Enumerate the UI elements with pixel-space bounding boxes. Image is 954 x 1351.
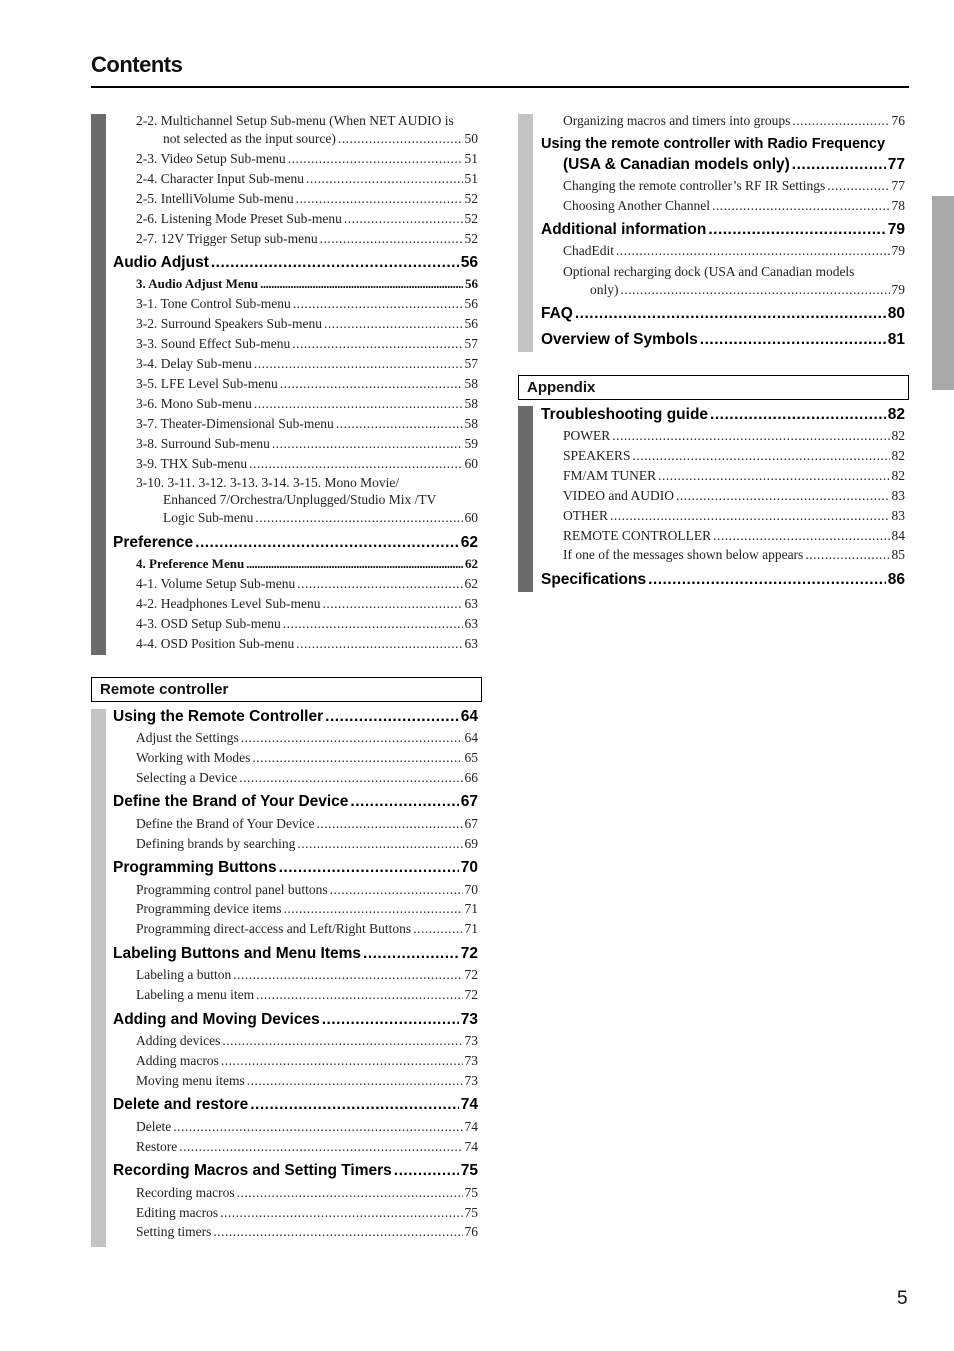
toc-entry-page: 63 xyxy=(464,616,478,631)
toc-heading xyxy=(541,221,905,239)
toc-entry-label: only) xyxy=(590,282,619,297)
toc-entry-label: Defining brands by searching xyxy=(136,836,296,851)
toc-heading-label: Specifications xyxy=(541,571,647,588)
toc-entry-page: 79 xyxy=(891,282,905,297)
toc-entry xyxy=(136,191,478,207)
toc-entry-page: 73 xyxy=(464,1033,478,1048)
toc-entry-label: 2-6. Listening Mode Preset Sub-menu xyxy=(136,211,342,226)
toc-entry xyxy=(163,131,478,147)
dot-leader xyxy=(413,921,462,937)
dot-leader xyxy=(616,243,890,259)
toc-entry xyxy=(136,296,478,312)
toc-entry-page: 58 xyxy=(464,416,478,431)
toc-entry-page: 78 xyxy=(891,198,905,213)
dot-leader xyxy=(296,636,462,652)
dot-leader xyxy=(288,151,463,167)
toc-entry-page: 50 xyxy=(464,131,478,146)
page-title: Contents xyxy=(91,52,183,77)
toc-entry xyxy=(136,921,478,937)
dot-leader xyxy=(363,945,459,963)
toc-entry-label: Moving menu items xyxy=(136,1073,245,1088)
dot-leader xyxy=(211,254,459,272)
toc-entry-page: 73 xyxy=(464,1053,478,1068)
toc-heading-page: 82 xyxy=(887,406,905,423)
dot-leader xyxy=(292,336,462,352)
toc-heading xyxy=(113,708,478,726)
toc-entry-line: 3-10. 3-11. 3-12. 3-13. 3-14. 3-15. Mono Movie/ xyxy=(136,475,400,490)
dot-leader xyxy=(338,131,463,147)
toc-entry xyxy=(136,211,478,227)
toc-entry-page: 82 xyxy=(891,428,905,443)
toc-entry-page: 75 xyxy=(464,1205,478,1220)
dot-leader xyxy=(241,730,463,746)
toc-entry-line: Optional recharging dock (USA and Canadian models xyxy=(563,264,855,279)
toc-entry-page: 64 xyxy=(464,730,478,745)
toc-entry-page: 62 xyxy=(464,576,478,591)
toc-entry xyxy=(590,282,905,298)
toc-heading-label: Adding and Moving Devices xyxy=(113,1011,320,1028)
toc-heading-page: 80 xyxy=(887,305,905,322)
title-rule xyxy=(91,86,909,88)
toc-entry-label: Recording macros xyxy=(136,1185,235,1200)
toc-heading-label: Additional information xyxy=(541,221,707,238)
toc-menu-entry-label: 4. Preference Menu xyxy=(136,556,245,571)
dot-leader xyxy=(255,510,462,526)
dot-leader xyxy=(222,1033,462,1049)
toc-entry xyxy=(136,987,478,1003)
dot-leader xyxy=(280,376,463,392)
toc-entry-page: 74 xyxy=(464,1139,478,1154)
toc-heading xyxy=(113,534,478,552)
toc-entry xyxy=(136,1119,478,1135)
toc-heading-page: 79 xyxy=(887,221,905,238)
toc-entry-page: 70 xyxy=(464,882,478,897)
dot-leader xyxy=(237,1185,463,1201)
toc-entry-page: 58 xyxy=(464,396,478,411)
toc-entry xyxy=(563,528,905,544)
page-number: 5 xyxy=(897,1288,908,1309)
toc-entry-label: Working with Modes xyxy=(136,750,251,765)
dot-leader xyxy=(633,448,890,464)
dot-leader xyxy=(324,316,463,332)
toc-heading xyxy=(113,1096,478,1114)
toc-entry-page: 74 xyxy=(464,1119,478,1134)
dot-leader xyxy=(316,816,462,832)
dot-leader xyxy=(575,305,886,323)
toc-entry-page: 76 xyxy=(464,1224,478,1239)
dot-leader xyxy=(283,616,463,632)
dot-leader xyxy=(249,456,462,472)
appendix-section-header: Appendix xyxy=(518,375,909,400)
toc-entry xyxy=(136,901,478,917)
dot-leader xyxy=(260,276,463,292)
toc-entry-label: Adding macros xyxy=(136,1053,219,1068)
toc-entry-label: 2-4. Character Input Sub-menu xyxy=(136,171,304,186)
toc-entry xyxy=(563,468,905,484)
toc-entry-page: 71 xyxy=(464,921,478,936)
toc-entry-page: 59 xyxy=(464,436,478,451)
toc-entry xyxy=(563,428,905,444)
dot-leader xyxy=(306,171,463,187)
toc-heading xyxy=(541,305,905,323)
toc-entry-label: SPEAKERS xyxy=(563,448,631,463)
dot-leader xyxy=(350,793,458,811)
toc-entry-label: 3-5. LFE Level Sub-menu xyxy=(136,376,278,391)
toc-entry-label: FM/AM TUNER xyxy=(563,468,657,483)
toc-entry-label: 4-1. Volume Setup Sub-menu xyxy=(136,576,296,591)
toc-entry xyxy=(563,113,905,129)
toc-entry xyxy=(563,508,905,524)
toc-heading-page: 74 xyxy=(460,1096,478,1113)
dot-leader xyxy=(394,1162,459,1180)
toc-entry-label: If one of the messages shown below appears xyxy=(563,547,804,562)
toc-entry-page: 82 xyxy=(891,448,905,463)
dot-leader xyxy=(792,113,889,129)
toc-entry xyxy=(136,1205,478,1221)
toc-entry-label: REMOTE CONTROLLER xyxy=(563,528,712,543)
toc-heading-label: Delete and restore xyxy=(113,1096,249,1113)
toc-entry-label: 4-2. Headphones Level Sub-menu xyxy=(136,596,321,611)
toc-menu-entry-page: 62 xyxy=(465,556,478,571)
toc-entry-page: 75 xyxy=(464,1185,478,1200)
toc-entry xyxy=(563,448,905,464)
toc-entry-label: 3-9. THX Sub-menu xyxy=(136,456,248,471)
toc-entry-label: 3-6. Mono Sub-menu xyxy=(136,396,252,411)
dot-leader xyxy=(297,576,462,592)
toc-heading xyxy=(113,1162,478,1180)
toc-entry-page: 73 xyxy=(464,1073,478,1088)
toc-entry xyxy=(136,316,478,332)
toc-heading-label: Define the Brand of Your Device xyxy=(113,793,349,810)
toc-heading-page: 64 xyxy=(460,708,478,725)
toc-heading-line: Using the remote controller with Radio Frequency xyxy=(541,136,886,152)
dot-leader xyxy=(221,1053,463,1069)
dot-leader xyxy=(254,356,463,372)
toc-heading xyxy=(113,1011,478,1029)
toc-heading xyxy=(541,571,905,589)
toc-entry-label: Logic Sub-menu xyxy=(163,510,254,525)
toc-entry xyxy=(563,178,905,194)
toc-entry-label: Adjust the Settings xyxy=(136,730,239,745)
dot-leader xyxy=(648,571,886,589)
dot-leader xyxy=(272,436,463,452)
toc-entry-label: 3-7. Theater-Dimensional Sub-menu xyxy=(136,416,334,431)
dot-leader xyxy=(254,396,463,412)
dot-leader xyxy=(220,1205,462,1221)
toc-entry xyxy=(136,596,478,612)
toc-entry-page: 69 xyxy=(464,836,478,851)
toc-entry xyxy=(136,356,478,372)
toc-heading-label: Preference xyxy=(113,534,194,551)
toc-heading-page: 73 xyxy=(460,1011,478,1028)
dot-leader xyxy=(610,508,890,524)
dot-leader xyxy=(246,556,463,572)
toc-entry xyxy=(136,1033,478,1049)
toc-entry xyxy=(136,1053,478,1069)
toc-heading-label: Audio Adjust xyxy=(113,254,209,271)
toc-entry xyxy=(136,231,478,247)
toc-entry-page: 77 xyxy=(891,178,905,193)
dot-leader xyxy=(179,1139,462,1155)
toc-entry-label: 3-4. Delay Sub-menu xyxy=(136,356,252,371)
dot-leader xyxy=(297,836,462,852)
toc-entry-label: not selected as the input source) xyxy=(163,131,336,146)
toc-entry xyxy=(136,967,478,983)
toc-entry-page: 72 xyxy=(464,967,478,982)
toc-entry-label: ChadEdit xyxy=(563,243,614,258)
toc-entry-line: Enhanced 7/Orchestra/Unplugged/Studio Mix /TV xyxy=(163,492,437,507)
toc-entry-page: 72 xyxy=(464,987,478,1002)
toc-entry xyxy=(136,816,478,832)
toc-entry-line: 2-2. Multichannel Setup Sub-menu (When NET AUDIO is xyxy=(136,113,454,128)
dot-leader xyxy=(320,231,463,247)
toc-heading xyxy=(541,406,905,424)
toc-entry-page: 76 xyxy=(891,113,905,128)
toc-entry xyxy=(136,730,478,746)
toc-entry-label: Define the Brand of Your Device xyxy=(136,816,315,831)
toc-entry-label: Selecting a Device xyxy=(136,770,238,785)
toc-entry xyxy=(136,616,478,632)
toc-entry-label: Choosing Another Channel xyxy=(563,198,710,213)
toc-entry xyxy=(136,436,478,452)
toc-entry-page: 84 xyxy=(891,528,905,543)
toc-entry xyxy=(136,576,478,592)
dot-leader xyxy=(233,967,462,983)
dot-leader xyxy=(344,211,463,227)
toc-entry-label: OTHER xyxy=(563,508,608,523)
toc-entry-label: 2-5. IntelliVolume Sub-menu xyxy=(136,191,294,206)
dot-leader xyxy=(700,331,886,349)
toc-heading-page: 62 xyxy=(460,534,478,551)
toc-entry-label: 2-3. Video Setup Sub-menu xyxy=(136,151,286,166)
toc-entry xyxy=(136,1073,478,1089)
section-side-tab xyxy=(932,196,954,390)
dot-leader xyxy=(213,1224,462,1240)
toc-entry-page: 83 xyxy=(891,508,905,523)
toc-heading-label: Programming Buttons xyxy=(113,859,277,876)
dot-leader xyxy=(336,416,463,432)
toc-entry-label: Changing the remote controller’s RF IR Settings xyxy=(563,178,826,193)
toc-heading-label: (USA & Canadian models only) xyxy=(563,156,790,173)
toc-entry xyxy=(136,416,478,432)
dot-leader xyxy=(256,987,462,1003)
toc-entry-page: 79 xyxy=(891,243,905,258)
dot-leader xyxy=(710,406,886,424)
toc-entry-page: 63 xyxy=(464,596,478,611)
toc-heading-page: 77 xyxy=(887,156,905,173)
toc-entry-label: Labeling a button xyxy=(136,967,232,982)
dot-leader xyxy=(621,282,890,298)
toc-heading-page: 67 xyxy=(460,793,478,810)
toc-entry-page: 57 xyxy=(464,356,478,371)
toc-heading-label: Overview of Symbols xyxy=(541,331,698,348)
toc-entry-page: 60 xyxy=(464,456,478,471)
dot-leader xyxy=(293,296,463,312)
toc-entry-page: 66 xyxy=(464,770,478,785)
toc-entry xyxy=(136,151,478,167)
toc-entry-label: 3-2. Surround Speakers Sub-menu xyxy=(136,316,322,331)
toc-entry-page: 51 xyxy=(464,171,478,186)
dot-leader xyxy=(612,428,889,444)
dot-leader xyxy=(676,488,890,504)
toc-menu-entry-page: 56 xyxy=(465,276,478,291)
toc-heading xyxy=(113,859,478,877)
toc-entry-label: 4-3. OSD Setup Sub-menu xyxy=(136,616,281,631)
toc-entry xyxy=(563,488,905,504)
dot-leader xyxy=(712,198,890,214)
toc-menu-entry xyxy=(136,556,478,572)
toc-entry xyxy=(136,396,478,412)
dot-leader xyxy=(713,528,889,544)
toc-heading-page: 81 xyxy=(887,331,905,348)
toc-entry-page: 63 xyxy=(464,636,478,651)
toc-entry-page: 52 xyxy=(464,211,478,226)
toc-entry xyxy=(136,750,478,766)
dot-leader xyxy=(827,178,889,194)
toc-menu-entry-label: 3. Audio Adjust Menu xyxy=(136,276,259,291)
toc-entry xyxy=(136,456,478,472)
dot-leader xyxy=(708,221,885,239)
dot-leader xyxy=(658,468,889,484)
toc-entry xyxy=(136,882,478,898)
toc-heading-page: 86 xyxy=(887,571,905,588)
toc-entry xyxy=(163,510,478,526)
dot-leader xyxy=(792,156,886,174)
toc-entry-page: 58 xyxy=(464,376,478,391)
toc-menu-entry xyxy=(136,276,478,292)
toc-heading xyxy=(113,793,478,811)
toc-entry-label: Adding devices xyxy=(136,1033,221,1048)
toc-entry-page: 82 xyxy=(891,468,905,483)
dot-leader xyxy=(239,770,462,786)
toc-entry xyxy=(563,198,905,214)
dot-leader xyxy=(173,1119,462,1135)
toc-entry-page: 52 xyxy=(464,231,478,246)
toc-heading-label: Recording Macros and Setting Timers xyxy=(113,1162,392,1179)
dot-leader xyxy=(805,547,889,563)
toc-entry xyxy=(136,636,478,652)
toc-entry-page: 60 xyxy=(464,510,478,525)
toc-entry xyxy=(136,1185,478,1201)
toc-heading-page: 72 xyxy=(460,945,478,962)
dot-leader xyxy=(296,191,463,207)
dot-leader xyxy=(283,901,462,917)
toc-heading-label: Using the Remote Controller xyxy=(113,708,324,725)
toc-entry-label: 3-1. Tone Control Sub-menu xyxy=(136,296,291,311)
toc-heading xyxy=(113,254,478,272)
dot-leader xyxy=(250,1096,459,1114)
toc-entry-label: Programming control panel buttons xyxy=(136,882,328,897)
dot-leader xyxy=(330,882,463,898)
toc-entry-page: 85 xyxy=(891,547,905,562)
toc-entry-page: 52 xyxy=(464,191,478,206)
dot-leader xyxy=(322,1011,459,1029)
toc-entry xyxy=(136,770,478,786)
section-bar-dark xyxy=(518,406,533,592)
toc-entry xyxy=(136,336,478,352)
toc-entry-label: Restore xyxy=(136,1139,178,1154)
toc-heading-label: Troubleshooting guide xyxy=(541,406,709,423)
toc-entry xyxy=(563,547,905,563)
toc-entry xyxy=(136,836,478,852)
toc-entry-label: VIDEO and AUDIO xyxy=(563,488,674,503)
toc-entry-label: Programming device items xyxy=(136,901,282,916)
dot-leader xyxy=(252,750,462,766)
toc-entry xyxy=(136,1224,478,1240)
toc-entry-label: Labeling a menu item xyxy=(136,987,255,1002)
toc-entry-label: 3-3. Sound Effect Sub-menu xyxy=(136,336,291,351)
toc-heading-page: 75 xyxy=(460,1162,478,1179)
toc-entry-label: Editing macros xyxy=(136,1205,219,1220)
section-bar-light xyxy=(518,114,533,352)
toc-entry-page: 56 xyxy=(464,296,478,311)
toc-entry-label: 3-8. Surround Sub-menu xyxy=(136,436,270,451)
toc-heading-page: 56 xyxy=(460,254,478,271)
dot-leader xyxy=(325,708,459,726)
toc-entry xyxy=(136,1139,478,1155)
dot-leader xyxy=(279,859,459,877)
toc-heading xyxy=(563,156,905,174)
section-bar-light xyxy=(91,709,106,1247)
toc-entry-label: Organizing macros and timers into groups xyxy=(563,113,791,128)
remote-controller-section-header: Remote controller xyxy=(91,677,482,702)
section-bar-dark xyxy=(91,114,106,655)
toc-heading xyxy=(541,331,905,349)
toc-entry-label: POWER xyxy=(563,428,611,443)
toc-entry xyxy=(563,243,905,259)
toc-entry-page: 51 xyxy=(464,151,478,166)
toc-heading xyxy=(113,945,478,963)
toc-entry xyxy=(136,171,478,187)
toc-entry-label: 4-4. OSD Position Sub-menu xyxy=(136,636,295,651)
toc-entry-label: Delete xyxy=(136,1119,172,1134)
toc-heading-page: 70 xyxy=(460,859,478,876)
toc-entry-page: 57 xyxy=(464,336,478,351)
dot-leader xyxy=(247,1073,463,1089)
dot-leader xyxy=(195,534,459,552)
dot-leader xyxy=(322,596,462,612)
toc-heading-label: FAQ xyxy=(541,305,573,322)
toc-entry-label: 2-7. 12V Trigger Setup sub-menu xyxy=(136,231,318,246)
toc-entry-page: 65 xyxy=(464,750,478,765)
toc-entry-page: 56 xyxy=(464,316,478,331)
toc-entry-label: Programming direct-access and Left/Right Buttons xyxy=(136,921,412,936)
toc-entry-page: 67 xyxy=(464,816,478,831)
toc-entry-page: 71 xyxy=(464,901,478,916)
toc-heading-label: Labeling Buttons and Menu Items xyxy=(113,945,362,962)
toc-entry-label: Setting timers xyxy=(136,1224,212,1239)
toc-entry-page: 83 xyxy=(891,488,905,503)
toc-entry xyxy=(136,376,478,392)
